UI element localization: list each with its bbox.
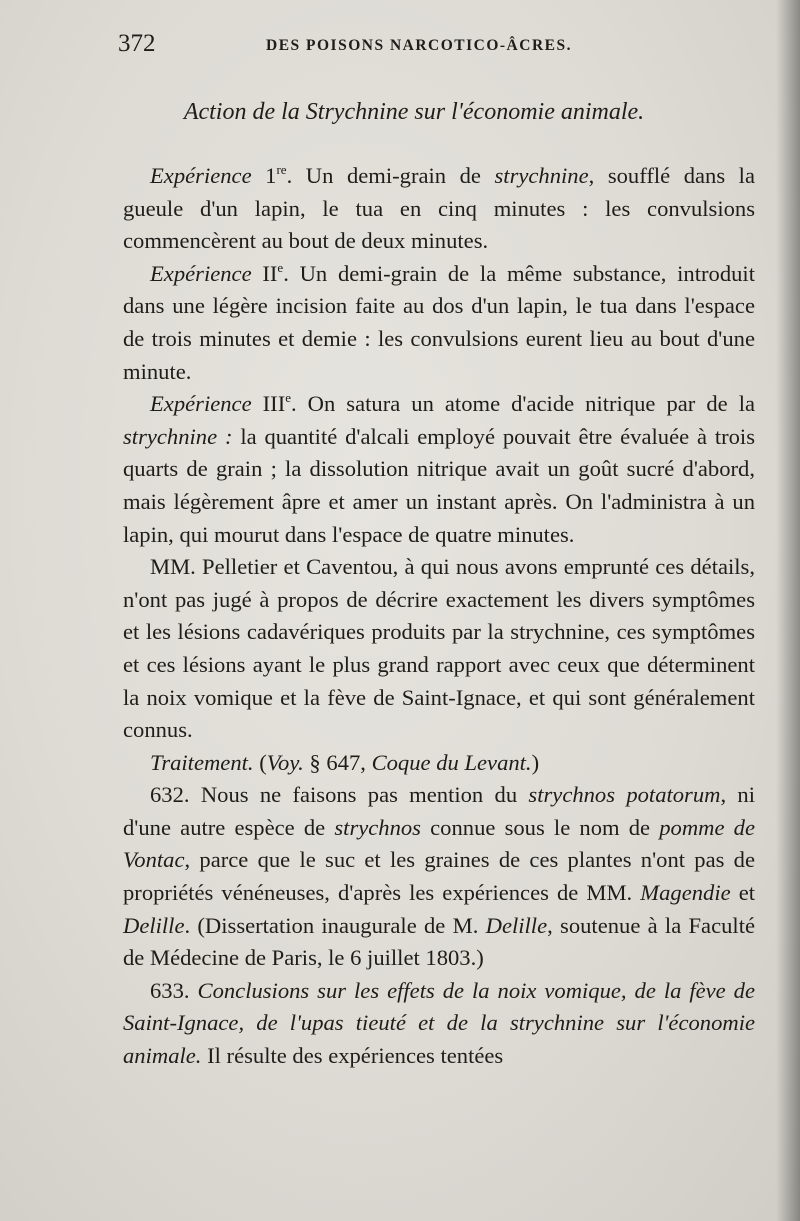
experiment-label: Expérience [150,260,252,286]
text-run: ) [531,749,540,775]
paragraph-number: 633. [150,977,190,1003]
experiment-number: 1 [265,163,277,188]
text-run: , soufflé dans la gueule d'un lapin, le tua en cinq minutes : les convulsions commencèrent au bout de deux minutes. [123,163,755,254]
text-run: connue sous le nom de [420,814,660,840]
text-run: . (Dissertation inaugurale de M. [184,912,486,938]
author-name: Delille [485,912,548,938]
experiment-1 [123,160,755,258]
text-run: . Un demi-grain de [286,163,495,188]
running-title: DES POISONS NARCOTICO-ÂCRES. [266,37,572,54]
experiment-label: Expérience [150,391,252,417]
paragraph-mm: MM. Pelletier et Caventou, à qui nous avons emprunté ces détails, n'ont pas jugé à propos de décrire exactement les divers symptômes et les lésions cadavériques produits par la strychnine, ces symptômes et ces lésions ayant le plus grand rapport avec ceux que déterminent la noix vomique et la fève de Saint-Ignace, et qui sont généralement connus. [123,554,755,743]
text-run: , parce que le suc et les graines de ces plantes n'ont pas de propriétés vénéneuses, d'après les expériences de MM. [123,847,755,906]
paragraph-632 [123,779,755,975]
ordinal-suffix: re [276,162,287,177]
text-run: Nous ne faisons pas mention du [189,782,529,808]
term: strychnine [494,163,589,188]
paragraph-number: 632. [150,782,190,808]
ordinal-suffix: e [285,390,291,406]
text-run: la quantité d'alcali employé pouvait être évaluée à trois quarts de grain ; la dissolution nitrique avait un goût sucré d'abord, mais légèrement âpre et amer un instant après. On l'administra à un lapin, qui mourut dans l'espace de quatre minutes. [123,423,755,547]
experiment-number: II [262,260,278,286]
page-number: 372 [118,30,156,57]
author-name: Magendie [640,880,731,906]
traitement-line [123,747,755,780]
text-run: ( [253,749,267,775]
term: strychnine : [123,423,233,449]
voy-abbrev: Voy. [266,749,304,775]
page-header [118,30,740,64]
term: strychnos potatorum [528,782,721,808]
text-run: . Un demi-grain de la même substance, introduit dans une légère incision faite au dos d'un lapin, le tua dans l'espace de trois minutes et demie : les convulsions eurent lieu au bout d'une minute. [123,260,755,384]
body-text [123,160,755,1073]
experiment-3 [123,388,755,551]
text-run: , soutenue à la Faculté de Médecine de Paris, le 6 juillet 1803.) [123,912,755,971]
section-title: Action de la Strychnine sur l'économie animale. [183,99,645,125]
text-run: et [730,880,755,906]
experiment-2 [123,258,755,388]
text-run: Il résulte des expériences tentées [201,1043,504,1069]
page-edge-shadow [776,0,800,1221]
section-reference: § 647, [303,749,372,775]
text-run: . On satura un atome d'acide nitrique par de la [291,391,755,417]
experiment-number: III [262,391,286,417]
conclusions-heading: Conclusions sur les effets de la noix vomique, de la fève de Saint-Ignace, de l'upas tieuté et de la strychnine sur l'économie animale. [123,977,755,1069]
author-name: Delille [123,912,185,938]
traitement-label: Traitement. [150,749,254,775]
text-run: , ni d'une autre espèce de [123,782,755,840]
coque-reference: Coque du Levant. [371,749,532,775]
paragraph-633 [123,975,755,1073]
ordinal-suffix: e [277,259,284,275]
term: pomme de Vontac [123,814,756,873]
experiment-label: Expérience [150,163,252,188]
term: strychnos [334,814,421,840]
